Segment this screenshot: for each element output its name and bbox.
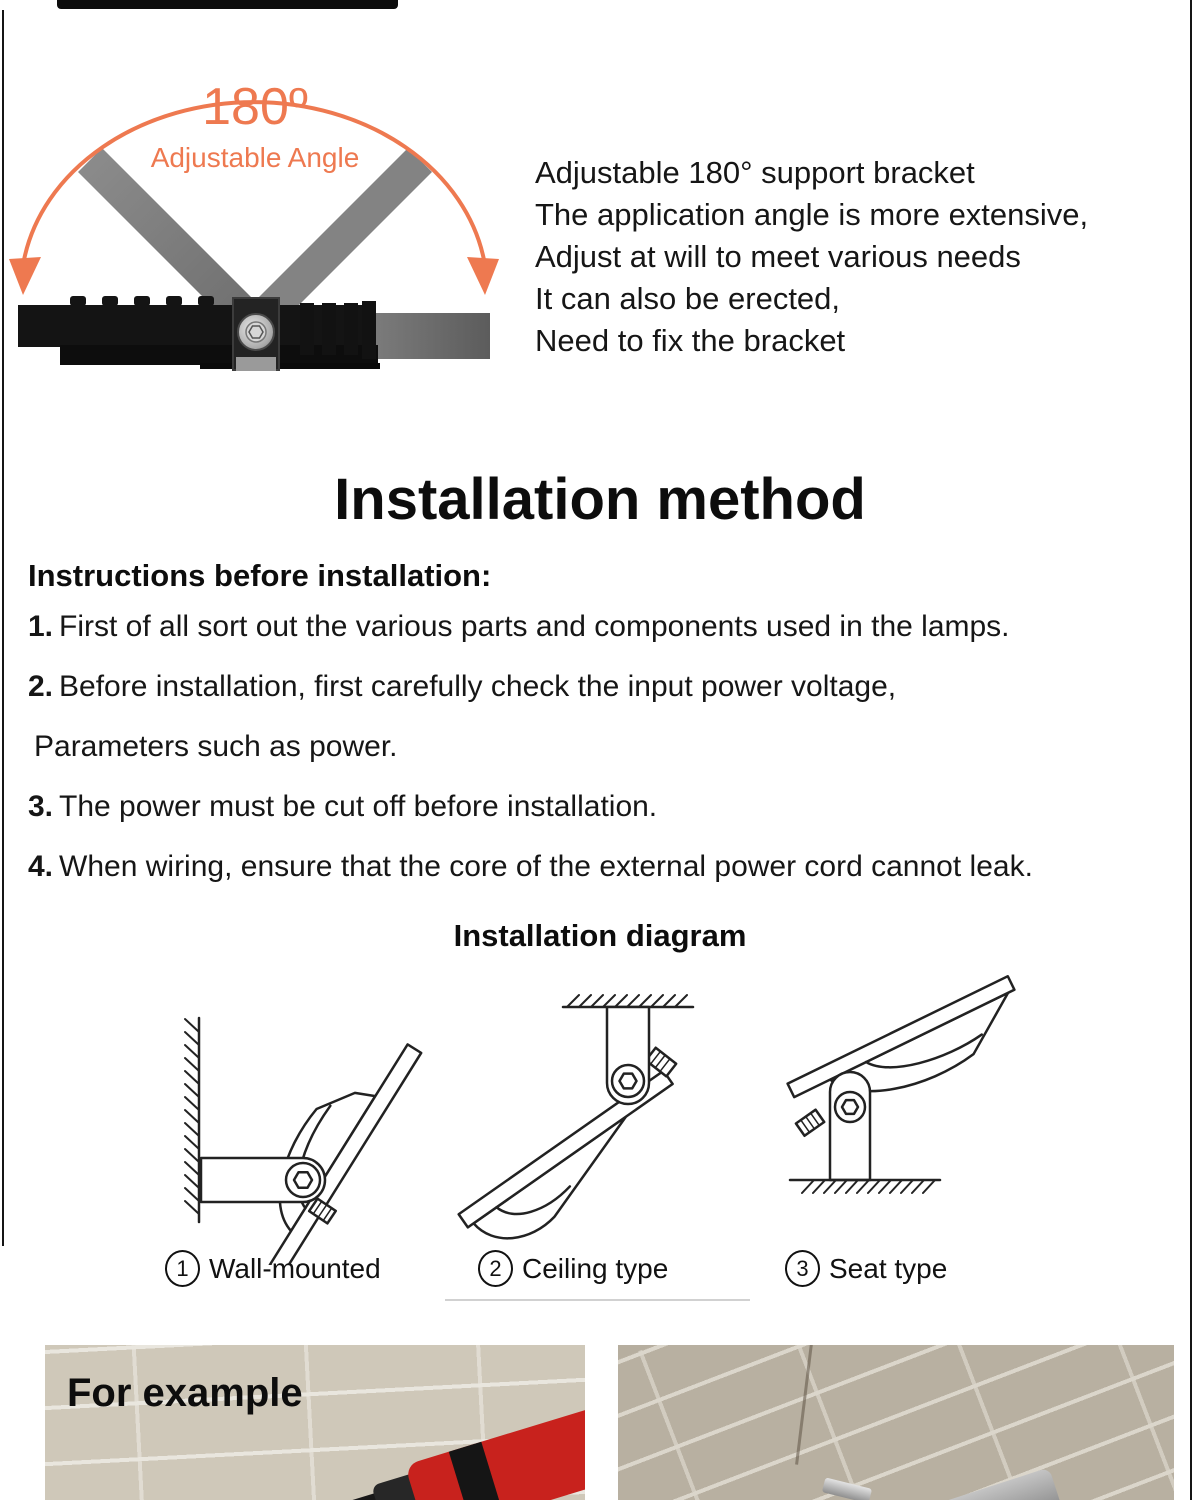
step-text: First of all sort out the various parts and components used in the lamps. — [59, 610, 1010, 643]
circled-number: 3 — [785, 1250, 820, 1287]
step-number: 3. — [28, 790, 54, 823]
diagram-caption-seat-type — [785, 1250, 947, 1287]
step-text: When wiring, ensure that the core of the external power cord cannot leak. — [59, 850, 1033, 883]
angle-180-label: 180º — [202, 78, 308, 136]
ceiling-type-diagram — [435, 985, 725, 1245]
example-photo-drilling-wall — [45, 1345, 585, 1500]
hero-description-line: The application angle is more extensive, — [535, 197, 1089, 232]
page-title: Installation method — [334, 467, 866, 532]
step-number: 4. — [28, 850, 54, 883]
hero-description-line: It can also be erected, — [535, 281, 841, 316]
top-image-remnant-bar — [57, 0, 398, 9]
wall-mounted-diagram — [155, 960, 455, 1265]
for-example-label: For example — [67, 1371, 303, 1415]
seat-type-diagram — [772, 952, 1042, 1252]
hero-description-line: Need to fix the bracket — [535, 323, 846, 358]
circled-number: 2 — [478, 1250, 513, 1287]
example-photo-anchor-bolt-wall — [618, 1345, 1174, 1500]
hero-description-line: Adjustable 180° support bracket — [535, 155, 975, 190]
step-text: Parameters such as power. — [34, 730, 398, 763]
right-border-line — [1190, 0, 1192, 1500]
circled-number: 1 — [165, 1250, 200, 1287]
instruction-step — [28, 610, 1178, 644]
step-number: 2. — [28, 670, 54, 703]
bracket-strap-left — [78, 148, 252, 322]
hero-description-line: Adjust at will to meet various needs — [535, 239, 1021, 274]
hero-description — [535, 152, 1190, 362]
bracket-strap-right — [258, 148, 432, 322]
diagram-caption-label: Ceiling type — [522, 1252, 669, 1284]
diagram-caption-label: Seat type — [829, 1252, 948, 1284]
diagram-caption-wall-mounted — [165, 1250, 381, 1287]
section-divider-line — [445, 1299, 750, 1301]
cinder-block-wall — [618, 1345, 1174, 1500]
step-text: The power must be cut off before installation. — [59, 790, 658, 823]
pivot-bolt — [238, 314, 274, 350]
step-number: 1. — [28, 610, 54, 643]
instruction-step — [28, 790, 1178, 824]
adjustable-angle-label: Adjustable Angle — [150, 142, 360, 173]
floodlight-body — [18, 296, 380, 371]
instruction-step — [28, 670, 1178, 704]
instruction-step — [28, 730, 1178, 764]
diagram-title: Installation diagram — [453, 918, 747, 953]
step-text: Before installation, first carefully check the input power voltage, — [59, 670, 897, 703]
diagram-caption-ceiling-type — [478, 1250, 668, 1287]
diagram-caption-label: Wall-mounted — [209, 1252, 381, 1284]
instruction-step — [28, 850, 1178, 884]
instructions-subtitle: Instructions before installation: — [28, 558, 492, 593]
